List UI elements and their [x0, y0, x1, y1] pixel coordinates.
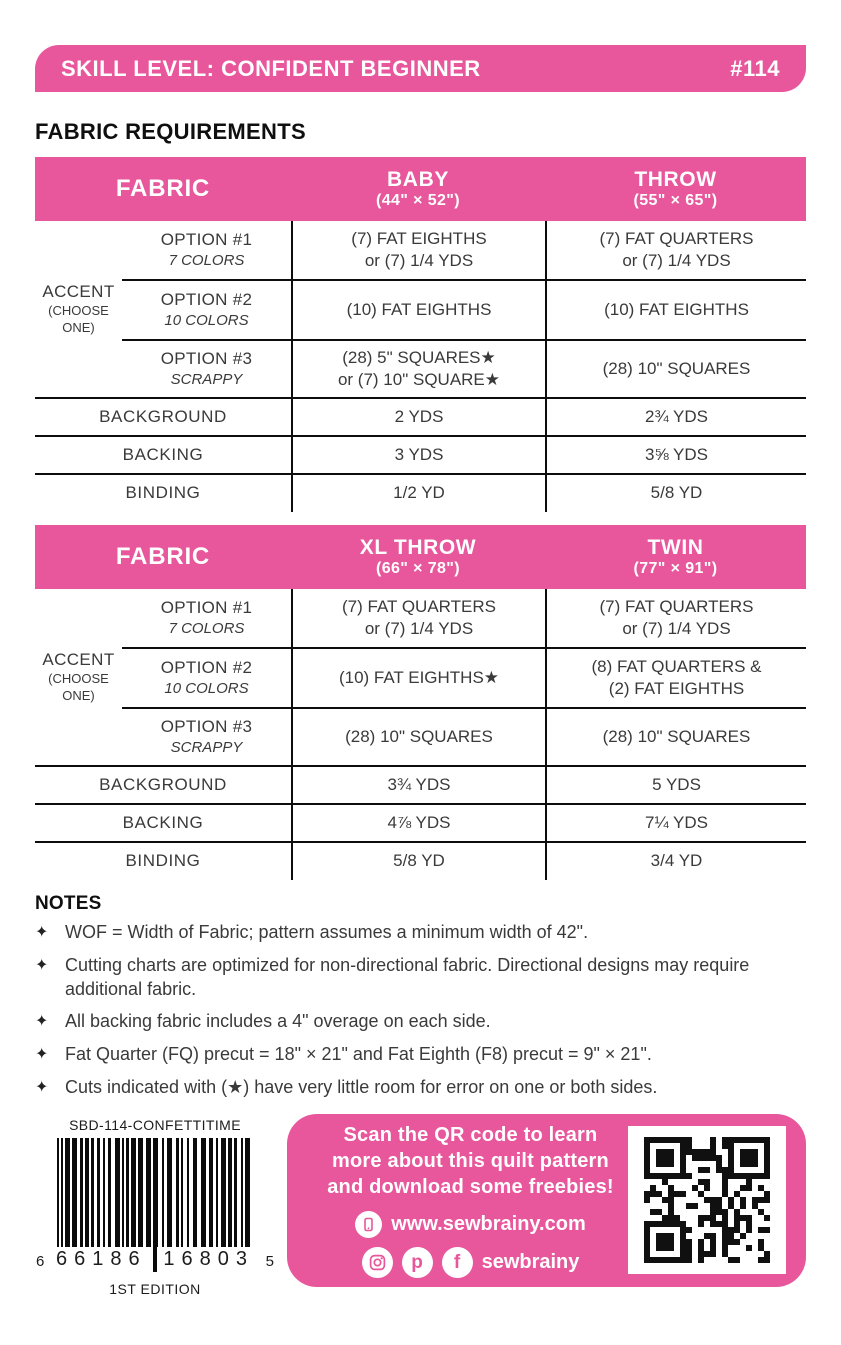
notes-list — [35, 921, 806, 1100]
header-size-col-2 — [545, 157, 806, 221]
size-title: XL THROW — [359, 535, 477, 559]
option-label-cell — [122, 647, 291, 707]
row-label: BACKGROUND — [35, 765, 291, 803]
accent-label: ACCENT — [42, 282, 115, 302]
barcode-digits: 6 66186 16803 5 — [36, 1247, 274, 1270]
header-fabric: FABRIC — [115, 175, 211, 202]
option-style: SCRAPPY — [170, 371, 243, 389]
option-name: OPTION #2 — [160, 658, 253, 678]
table-cell: (7) FAT EIGHTHS or (7) 1/4 YDS — [291, 221, 545, 279]
table-cell: 2 YDS — [291, 397, 545, 435]
barcode — [35, 1138, 275, 1272]
table-cell: 5 YDS — [545, 765, 806, 803]
star-bullet-icon: ✦ — [35, 924, 49, 941]
accent-sublabel: (CHOOSE ONE) — [48, 303, 109, 336]
row-label: BINDING — [35, 841, 291, 880]
table-body — [35, 221, 806, 512]
table-cell: 3 YDS — [291, 435, 545, 473]
notes-section — [35, 893, 806, 1100]
option-style: 7 COLORS — [168, 620, 245, 638]
promo-text: Scan the QR code to learn more about this quilt pattern and download some freebies! www.sewbrainy.com p f sewbrainy — [313, 1122, 628, 1278]
header-fabric: FABRIC — [115, 543, 211, 570]
note-item: ✦ All backing fabric includes a 4" overage on each side. — [35, 1010, 806, 1034]
option-name: OPTION #2 — [160, 290, 253, 310]
table-cell: (28) 5" SQUARES★ or (7) 10" SQUARE★ — [291, 339, 545, 397]
table-cell: (10) FAT EIGHTHS — [545, 279, 806, 339]
size-title: THROW — [634, 167, 717, 191]
instagram-icon — [362, 1247, 393, 1278]
table-cell: 5/8 YD — [545, 473, 806, 512]
accent-label-cell — [35, 221, 122, 397]
social-row — [313, 1247, 628, 1278]
note-item: ✦ Cutting charts are optimized for non-directional fabric. Directional designs may require additional fabric. — [35, 954, 806, 1002]
option-name: OPTION #1 — [160, 230, 253, 250]
option-label-cell — [122, 279, 291, 339]
notes-title: NOTES — [35, 893, 102, 914]
skill-level-text: SKILL LEVEL: CONFIDENT BEGINNER — [61, 55, 481, 81]
table-cell: (28) 10" SQUARES — [545, 707, 806, 765]
size-title: BABY — [387, 167, 449, 191]
table-cell: (10) FAT EIGHTHS — [291, 279, 545, 339]
website-row — [313, 1211, 628, 1238]
header-size-col-1 — [291, 525, 545, 589]
edition-label: 1ST EDITION — [109, 1280, 201, 1297]
table-cell: 1/2 YD — [291, 473, 545, 512]
note-item: ✦ Cuts indicated with (★) have very little room for error on one or both sides. — [35, 1076, 806, 1100]
row-label: BACKGROUND — [35, 397, 291, 435]
note-item: ✦ Fat Quarter (FQ) precut = 18" × 21" and Fat Eighth (F8) precut = 9" × 21". — [35, 1043, 806, 1067]
option-name: OPTION #1 — [160, 598, 253, 618]
option-label-cell — [122, 221, 291, 279]
size-title: TWIN — [647, 535, 704, 559]
footer — [35, 1114, 806, 1297]
table-cell: (28) 10" SQUARES — [545, 339, 806, 397]
option-label-cell — [122, 589, 291, 647]
pinterest-icon: p — [402, 1247, 433, 1278]
table-cell: (10) FAT EIGHTHS★ — [291, 647, 545, 707]
size-dimensions: (44" × 52") — [375, 192, 461, 210]
row-label: BACKING — [35, 803, 291, 841]
option-style: 10 COLORS — [164, 680, 249, 698]
option-style: 10 COLORS — [164, 312, 249, 330]
option-label-cell — [122, 339, 291, 397]
promo-box — [287, 1114, 806, 1287]
star-bullet-icon: ✦ — [35, 1046, 49, 1063]
pattern-number: #114 — [730, 55, 780, 81]
row-label: BINDING — [35, 473, 291, 512]
table-cell: 2¾ YDS — [545, 397, 806, 435]
facebook-icon: f — [442, 1247, 473, 1278]
qr-code-box — [628, 1126, 786, 1274]
row-label: BACKING — [35, 435, 291, 473]
size-dimensions: (66" × 78") — [375, 560, 461, 578]
phone-icon — [355, 1211, 382, 1238]
note-item: ✦ WOF = Width of Fabric; pattern assumes a minimum width of 42". — [35, 921, 806, 945]
option-name: OPTION #3 — [160, 717, 253, 737]
table-body — [35, 589, 806, 880]
table-cell: 3/4 YD — [545, 841, 806, 880]
table-cell: 5/8 YD — [291, 841, 545, 880]
skill-level-banner — [35, 45, 806, 92]
table-cell: 3¾ YDS — [291, 765, 545, 803]
table-header — [35, 525, 806, 589]
fabric-table-baby-throw — [35, 157, 806, 512]
page-title: FABRIC REQUIREMENTS — [35, 119, 306, 144]
table-cell: (7) FAT QUARTERS or (7) 1/4 YDS — [545, 221, 806, 279]
option-name: OPTION #3 — [160, 349, 253, 369]
social-handle: sewbrainy — [481, 1251, 580, 1273]
size-dimensions: (55" × 65") — [633, 192, 718, 210]
accent-label-cell — [35, 589, 122, 765]
table-cell: (28) 10" SQUARES — [291, 707, 545, 765]
qr-code — [644, 1137, 770, 1263]
accent-label: ACCENT — [42, 650, 115, 670]
size-dimensions: (77" × 91") — [633, 560, 718, 578]
header-size-col-1 — [291, 157, 545, 221]
option-label-cell — [122, 707, 291, 765]
accent-sublabel: (CHOOSE ONE) — [48, 671, 109, 704]
star-bullet-icon: ✦ — [35, 1013, 49, 1031]
fabric-table-xlthrow-twin — [35, 525, 806, 880]
barcode-block — [35, 1114, 275, 1297]
sku-label: SBD-114-CONFETTITIME — [69, 1116, 241, 1133]
option-style: SCRAPPY — [170, 739, 243, 757]
star-bullet-icon: ✦ — [35, 956, 49, 974]
header-size-col-2 — [545, 525, 806, 589]
table-cell: 3⅝ YDS — [545, 435, 806, 473]
table-cell: 4⅞ YDS — [291, 803, 545, 841]
website-url: www.sewbrainy.com — [391, 1213, 586, 1235]
table-header — [35, 157, 806, 221]
star-bullet-icon: ✦ — [35, 1078, 49, 1096]
table-cell: (7) FAT QUARTERS or (7) 1/4 YDS — [545, 589, 806, 647]
table-cell: 7¼ YDS — [545, 803, 806, 841]
option-style: 7 COLORS — [168, 252, 245, 270]
table-cell: (7) FAT QUARTERS or (7) 1/4 YDS — [291, 589, 545, 647]
table-cell: (8) FAT QUARTERS & (2) FAT EIGHTHS — [545, 647, 806, 707]
